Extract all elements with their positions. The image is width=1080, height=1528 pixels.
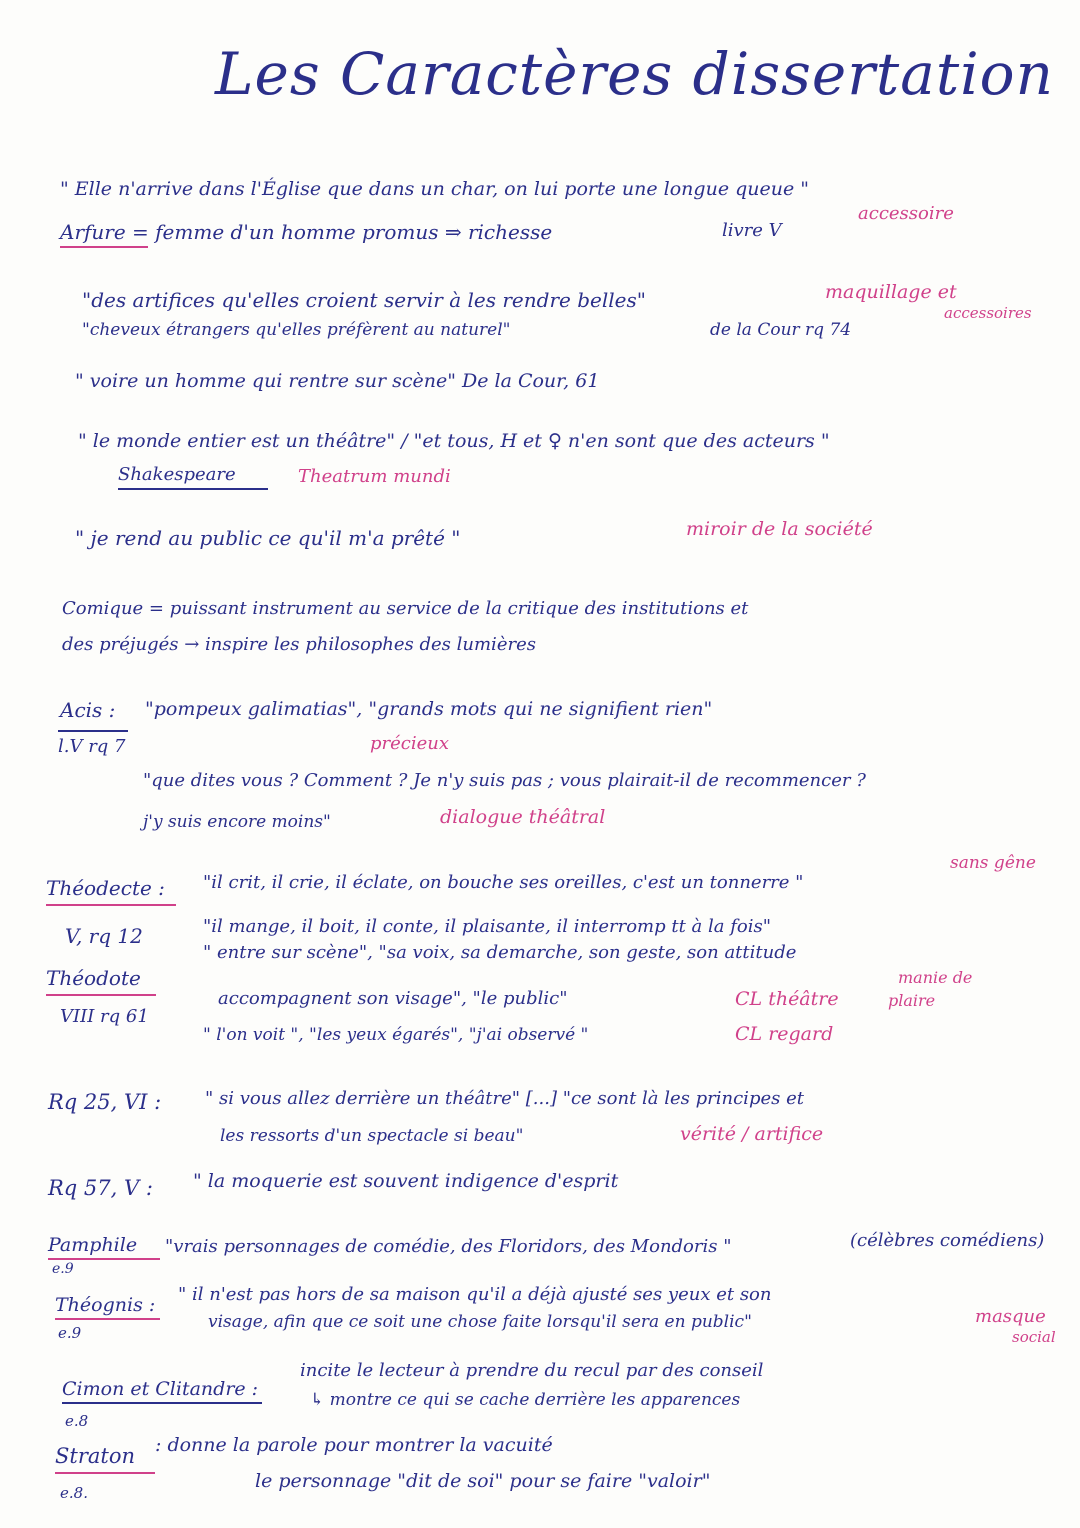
annotation: accessoire bbox=[858, 203, 954, 224]
reference: V, rq 12 bbox=[65, 924, 143, 948]
quote: les ressorts d'un spectacle si beau" bbox=[220, 1126, 524, 1146]
underline bbox=[58, 730, 128, 732]
annotation: CL regard bbox=[735, 1023, 834, 1045]
quote: " je rend au public ce qu'il m'a prêté " bbox=[75, 526, 461, 550]
character-name: Théodecte : bbox=[46, 876, 165, 900]
note-line: " Elle n'arrive dans l'Église que dans un char, on lui porte une longue queue " bbox=[60, 178, 810, 200]
reference: Rq 57, V : bbox=[48, 1176, 153, 1200]
character-name: Théognis : bbox=[55, 1294, 156, 1316]
annotation: manie de bbox=[898, 968, 973, 987]
reference: de la Cour rq 74 bbox=[710, 320, 852, 340]
underline bbox=[118, 488, 268, 490]
character-name: Straton bbox=[55, 1444, 135, 1468]
annotation: plaire bbox=[888, 991, 936, 1010]
annotation: social bbox=[1012, 1328, 1056, 1346]
quote: " le monde entier est un théâtre" / "et tous, H et ♀ n'en sont que des acteurs " bbox=[78, 430, 830, 452]
reference: e.8. bbox=[60, 1484, 88, 1502]
quote: "cheveux étrangers qu'elles préfèrent au naturel" bbox=[82, 320, 511, 340]
quote: accompagnent son visage", "le public" bbox=[218, 988, 568, 1009]
note-line: Comique = puissant instrument au service de la critique des institutions et bbox=[62, 598, 749, 619]
character-name: Acis : bbox=[60, 698, 116, 722]
note-line: ↳ montre ce qui se cache derrière les apparences bbox=[310, 1390, 741, 1410]
annotation: dialogue théâtral bbox=[440, 806, 606, 828]
reference: Rq 25, VI : bbox=[48, 1090, 162, 1114]
quote: "vrais personnages de comédie, des Floridors, des Mondoris " bbox=[165, 1236, 732, 1257]
underline bbox=[46, 994, 156, 996]
note-line: : donne la parole pour montrer la vacuité bbox=[155, 1434, 553, 1456]
quote: visage, afin que ce soit une chose faite lorsqu'il sera en public" bbox=[208, 1312, 752, 1332]
reference: VIII rq 61 bbox=[60, 1006, 149, 1027]
quote: "il mange, il boit, il conte, il plaisante, il interromp tt à la fois" bbox=[203, 916, 771, 937]
character-name: Pamphile bbox=[48, 1234, 138, 1256]
author: Shakespeare bbox=[118, 464, 236, 485]
reference: e.8 bbox=[65, 1412, 89, 1430]
annotation: accessoires bbox=[944, 304, 1032, 322]
annotation: miroir de la société bbox=[686, 518, 873, 540]
underline bbox=[62, 1402, 262, 1404]
quote: "des artifices qu'elles croient servir à les rendre belles" bbox=[82, 288, 646, 312]
note: (célèbres comédiens) bbox=[850, 1230, 1045, 1251]
quote: " entre sur scène", "sa voix, sa demarche, son geste, son attitude bbox=[203, 942, 797, 963]
quote: " l'on voit ", "les yeux égarés", "j'ai observé " bbox=[203, 1025, 589, 1045]
annotation: maquillage et bbox=[825, 281, 957, 303]
character-name: Cimon et Clitandre : bbox=[62, 1378, 259, 1400]
annotation: CL théâtre bbox=[735, 988, 839, 1010]
quote: "il crit, il crie, il éclate, on bouche ses oreilles, c'est un tonnerre " bbox=[203, 872, 804, 893]
underline bbox=[55, 1318, 160, 1320]
underline bbox=[55, 1472, 155, 1474]
quote: " il n'est pas hors de sa maison qu'il a déjà ajusté ses yeux et son bbox=[178, 1284, 772, 1305]
underline bbox=[46, 904, 176, 906]
reference: e.9 bbox=[58, 1324, 82, 1342]
annotation: Theatrum mundi bbox=[298, 466, 451, 487]
underline bbox=[60, 246, 148, 248]
annotation: masque bbox=[975, 1306, 1046, 1327]
note-line: des préjugés → inspire les philosophes des lumières bbox=[62, 634, 536, 655]
annotation: précieux bbox=[370, 733, 450, 754]
note-line: livre V bbox=[722, 220, 782, 241]
note-line: incite le lecteur à prendre du recul par des conseil bbox=[300, 1360, 764, 1381]
page-title: Les Caractères dissertation bbox=[215, 40, 1054, 108]
underline bbox=[48, 1258, 160, 1260]
note-line: le personnage "dit de soi" pour se faire "valoir" bbox=[255, 1470, 711, 1492]
quote: "que dites vous ? Comment ? Je n'y suis pas ; vous plairait-il de recommencer ? bbox=[143, 770, 866, 791]
quote: " voire un homme qui rentre sur scène" De la Cour, 61 bbox=[75, 370, 600, 392]
annotation: vérité / artifice bbox=[680, 1123, 824, 1145]
annotation: sans gêne bbox=[950, 853, 1036, 873]
reference: l.V rq 7 bbox=[58, 736, 126, 757]
note-line: Arfure = femme d'un homme promus ⇒ richesse bbox=[60, 220, 553, 244]
quote: j'y suis encore moins" bbox=[143, 812, 331, 832]
quote: " si vous allez derrière un théâtre" [...] "ce sont là les principes et bbox=[205, 1088, 804, 1109]
quote: " la moquerie est souvent indigence d'esprit bbox=[193, 1170, 619, 1192]
character-name: Théodote bbox=[46, 966, 141, 990]
quote: "pompeux galimatias", "grands mots qui ne signifient rien" bbox=[145, 698, 713, 720]
reference: e.9 bbox=[52, 1261, 74, 1277]
